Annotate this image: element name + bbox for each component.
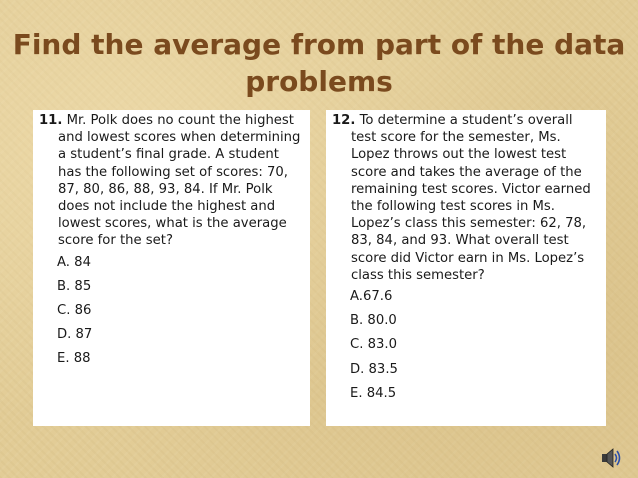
problem-11-option-c: C. 86 xyxy=(57,303,92,319)
slide-title xyxy=(0,26,638,100)
problem-11-options xyxy=(39,254,304,368)
problem-11-option-a: A. 84 xyxy=(57,254,91,270)
problem-11-option-d: D. 87 xyxy=(57,327,93,343)
problem-11-option-e: E. 88 xyxy=(57,351,91,367)
problem-12-options xyxy=(332,288,600,402)
problem-12-option-e: E. 84.5 xyxy=(350,385,397,401)
slide-title-line1: Find the average from part of the data xyxy=(12,28,626,61)
problem-12-option-c: C. 83.0 xyxy=(350,337,397,353)
problem-12-option-d: D. 83.5 xyxy=(350,361,398,377)
problem-12-text: To determine a student’s overall test score for the semester, Ms. Lopez throws out the lowest test score and takes the average of the remaining test scores. Victor earned the following test scores in Ms. Lopez’s class this semester: 62, 78, 83, 84, and 93. What overall test score did Victor earn in Ms. Lopez’s class this semester? xyxy=(351,113,591,283)
speaker-icon-graphic xyxy=(601,447,621,469)
problem-12-question xyxy=(332,112,600,284)
problem-11-text: Mr. Polk does no count the highest and lowest scores when determining a student’s final grade. A student has the following set of scores: 70, 87, 80, 86, 88, 93, 84. If Mr. Polk does not include the highest and lowest scores, what is the average score for the set? xyxy=(58,113,301,249)
speaker-icon[interactable] xyxy=(601,447,621,469)
problem-12-panel xyxy=(326,110,606,426)
problem-12-number: 12. xyxy=(332,113,356,128)
problem-12-option-a: A.67.6 xyxy=(350,289,393,305)
problem-11-option-b: B. 85 xyxy=(57,278,92,294)
problem-11-question xyxy=(39,112,304,250)
slide-title-line2: problems xyxy=(245,65,393,98)
problem-11-number: 11. xyxy=(39,113,63,128)
problem-12-option-b: B. 80.0 xyxy=(350,313,397,329)
problem-11-panel xyxy=(33,110,310,426)
